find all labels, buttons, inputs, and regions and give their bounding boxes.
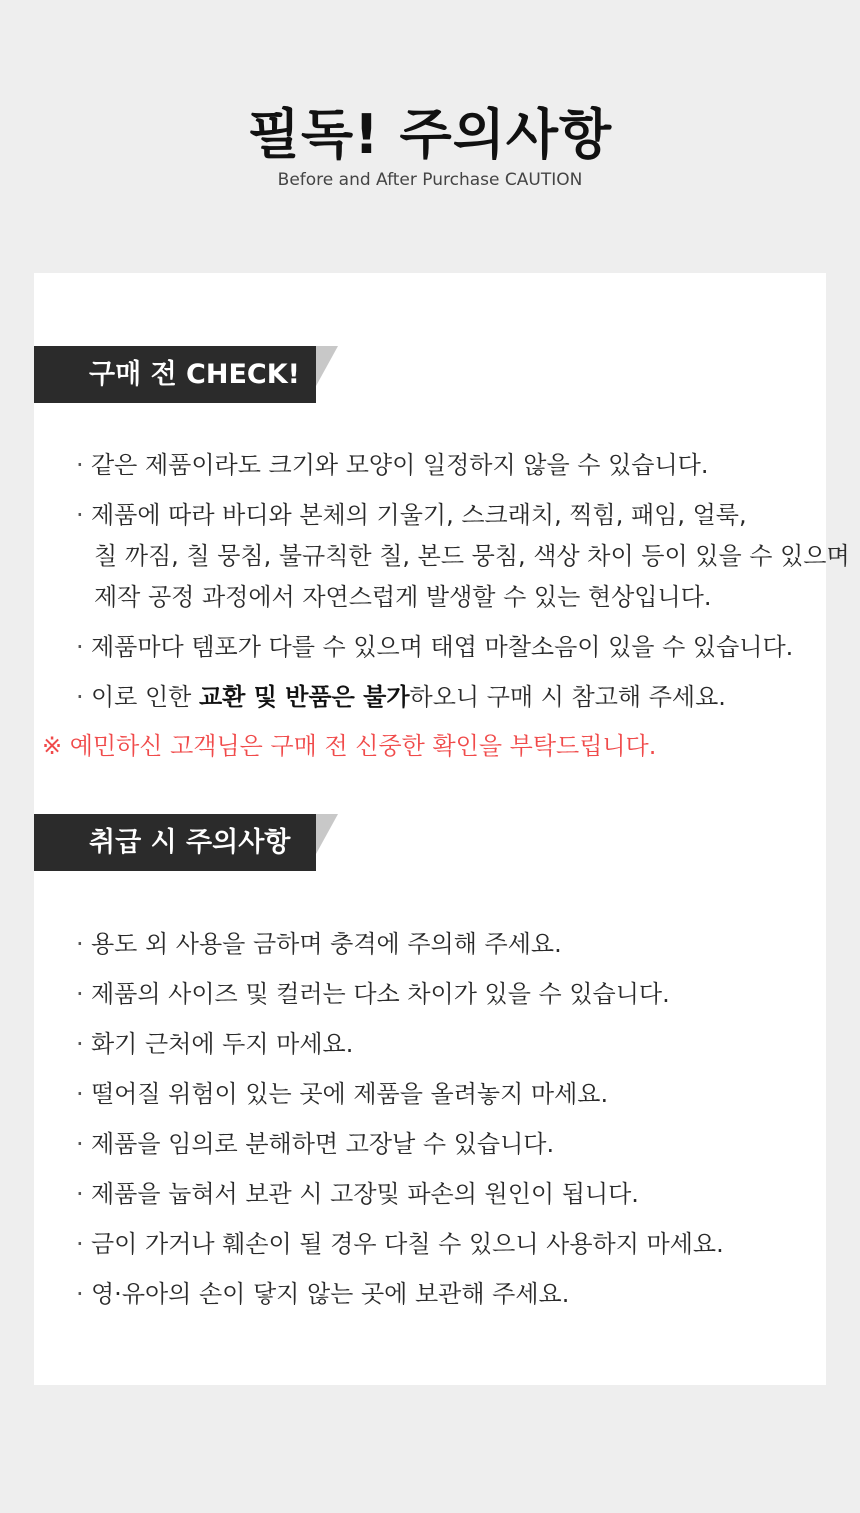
bullet-dot: · xyxy=(76,1130,84,1158)
handling-list xyxy=(34,924,724,1315)
page-title: 필독! 주의사항 xyxy=(247,103,613,166)
bullet-dot: · xyxy=(76,1030,84,1058)
list-item: · 제품을 임의로 분해하면 고장날 수 있습니다. xyxy=(34,1124,724,1165)
page-subtitle: Before and After Purchase CAUTION xyxy=(277,170,583,190)
bullet-dot: · xyxy=(76,683,84,711)
list-item: · 제품마다 템포가 다를 수 있으며 태엽 마찰소음이 있을 수 있습니다. xyxy=(34,627,850,668)
bullet-dot: · xyxy=(76,501,84,529)
list-item: · 제품의 사이즈 및 컬러는 다소 차이가 있을 수 있습니다. xyxy=(34,974,724,1015)
list-item: · 용도 외 사용을 금하며 충격에 주의해 주세요. xyxy=(34,924,724,965)
before-purchase-list xyxy=(34,445,850,718)
bullet-dot: · xyxy=(76,1280,84,1308)
list-item: · 제품을 눕혀서 보관 시 고장및 파손의 원인이 됩니다. xyxy=(34,1174,724,1215)
bullet-dot: · xyxy=(76,1180,84,1208)
section-tag-shadow xyxy=(316,346,338,386)
list-item: · 화기 근처에 두지 마세요. xyxy=(34,1024,724,1065)
bullet-dot: · xyxy=(76,1230,84,1258)
bullet-dot: · xyxy=(76,633,84,661)
list-item: · 이로 인한 교환 및 반품은 불가하오니 구매 시 참고해 주세요. xyxy=(34,677,850,718)
notice-text: ※ 예민하신 고객님은 구매 전 신중한 확인을 부탁드립니다. xyxy=(42,732,657,760)
list-item: · 같은 제품이라도 크기와 모양이 일정하지 않을 수 있습니다. xyxy=(34,445,850,486)
caution-card xyxy=(34,273,850,1385)
list-item: · 금이 가거나 훼손이 될 경우 다칠 수 있으니 사용하지 마세요. xyxy=(34,1224,724,1265)
section-tag-handling: 취급 시 주의사항 xyxy=(34,814,316,871)
bullet-dot: · xyxy=(76,930,84,958)
section-tag-before-purchase: 구매 전 CHECK! xyxy=(34,346,316,403)
bullet-dot: · xyxy=(76,1080,84,1108)
bullet-dot: · xyxy=(76,980,84,1008)
list-item: · 제품에 따라 바디와 본체의 기울기, 스크래치, 찍힘, 패임, 얼룩, 칠 까짐, 칠 뭉침, 불규칙한 칠, 본드 뭉침, 색상 차이 등이 있을 수 있으며 제작 공정 과정에서 자연스럽게 발생할 수 있는 현상입니다. xyxy=(34,495,850,618)
page-header xyxy=(0,100,860,192)
emphasis-text: 교환 및 반품은 불가 xyxy=(199,683,410,711)
list-item: · 영·유아의 손이 닿지 않는 곳에 보관해 주세요. xyxy=(34,1274,724,1315)
section-tag-shadow xyxy=(316,814,338,854)
list-item: · 떨어질 위험이 있는 곳에 제품을 올려놓지 마세요. xyxy=(34,1074,724,1115)
bullet-dot: · xyxy=(76,451,84,479)
